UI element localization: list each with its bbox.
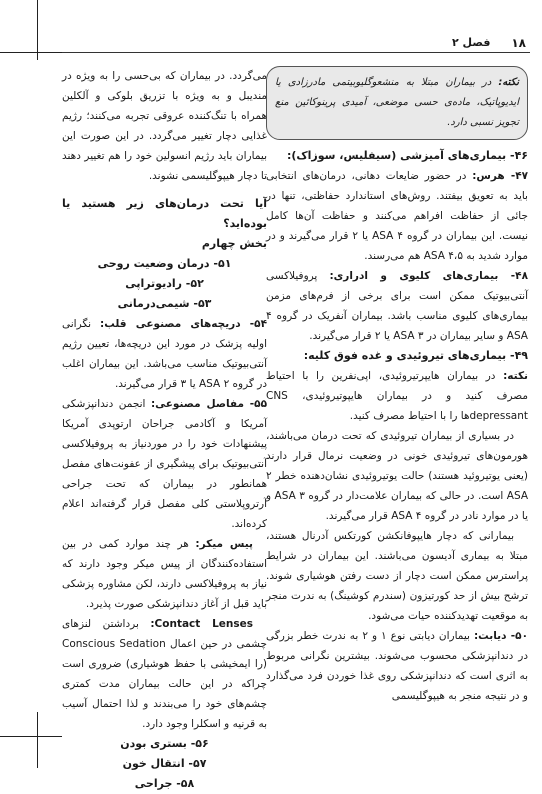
section-49-paragraph-2: در بسیاری از بیماران تیروئیدی که تحت درمان می‌باشند، هورمون‌های تیروئیدی خونی در وضعیت نرمال قرار دارند (یعنی یوتیروئید هستند) حالت یوتیروئیدی نشان‌دهنده خطر ۲ ASA است. در حالی که بیماران علامت‌دار در گروه ASA ۳ و یا در موارد نادر در گروه ۴ ASA قرار می‌گیرند. xyxy=(266,430,529,522)
section-49-note-label: نکته: xyxy=(503,370,528,382)
crop-mark-bottom-horizontal xyxy=(0,736,62,737)
section-48-text: پروفیلاکسی آنتی‌بیوتیک ممکن است برای برخی از فرم‌های مزمن بیماری‌های کلیوی مناسب باشد. بیماران آنفریک در گروه ۴ ASA و سایر بیماران در ASA ۳ یا ۲ قرار می‌گیرند. xyxy=(266,270,528,342)
section-47-title: ۴۷- هرس: xyxy=(472,170,529,182)
note-label: نکته: xyxy=(498,77,519,88)
section-54-text: نگرانی اولیه پزشک در مورد این دریچه‌ها، تعیین رژیم آنتی‌بیوتیک مناسب می‌باشد. این بیماران اغلب در گروه ۲ ASA یا ۳ قرار می‌گیرند. xyxy=(62,318,267,390)
chapter-title: فصل ۲ xyxy=(452,36,491,49)
section-54-title: ۵۴- دریچه‌های مصنوعی قلب: xyxy=(100,318,267,330)
section-55-title: ۵۵- مفاصل مصنوعی: xyxy=(150,398,267,410)
item-52: ۵۲- رادیوتراپی xyxy=(125,277,204,290)
contact-lenses-text: برداشتن لنزهای چشمی در حین اعمال Conscious Sedation (را ایمخیشی با حفظ هوشیاری) ضروری است چراکه در این حالت بیماران مدت کمتری چشم‌های خود را می‌بندند و لذا احتمال آسیب به قرنیه و اسکلرا وجود دارد. xyxy=(62,618,267,730)
question-heading: آیا تحت درمان‌های زیر هستید یا بوده‌اید؟ xyxy=(62,197,267,230)
crop-mark-top-vertical xyxy=(37,0,38,60)
note-box xyxy=(266,66,528,140)
section-48-title: ۴۸- بیماری‌های کلیوی و ادراری: xyxy=(329,270,528,282)
section-46-title: ۴۶- بیماری‌های آمیزشی (سیفلیس، سوزاک): xyxy=(286,149,528,162)
section-49-title: ۴۹- بیماری‌های تیروئیدی و غده فوق کلیه: xyxy=(303,349,528,362)
crop-mark-top-horizontal xyxy=(0,52,62,53)
header-rule xyxy=(62,52,530,53)
note-text: در بیماران مبتلا به منشعوگلیوبیتمی مادرزادی یا ایدیوپاتیک، ماده‌ی حسی موضعی، آمیدی پرینوکائین منع تجویز نسبی دارد. xyxy=(275,77,519,128)
item-53: ۵۳- شیمی‌درمانی xyxy=(117,297,212,310)
section-50-text: بیماران دیابتی نوع ۱ و ۲ به ندرت خطر بزرگی در دندانپزشکی محسوب می‌شوند. بیشترین نگرانی مربوط به اثری است که دندانپزشکی روی غذا خوردن فرد می‌گذارد و در نتیجه منجر به هیپوگلیسمی xyxy=(266,630,528,702)
contact-lenses-title: Contact Lenses: xyxy=(150,618,253,630)
right-column xyxy=(266,66,528,706)
section-47-text: در حضور ضایعات دهانی، درمان‌های انتخابی باید به تعویق بیفتند. روش‌های استاندارد حفاظتی، تنها در جائی از حفاظت افراهم می‌کنند و حفاظت آن‌ها کامل نیست. این بیماران در گروه ۴ ASA یا ۲ قرار می‌گیرند و در موارد شدید به ASA ۴،۵ هم می‌رسند. xyxy=(266,170,529,262)
continued-paragraph: می‌گردد. در بیماران که بی‌حسی را به ویژه در مندیبل و به ویژه با تزریق بلوکی و آلکلین همراه با تنگ‌کننده عروقی تجربه می‌کنند؛ رژیم غذایی دچار تغییر می‌گردد. در این صورت این بیماران باید رژیم انسولین خود را هم تغییر دهند تا دچار هیپوگلیسمی نشوند. xyxy=(62,70,267,182)
item-56: ۵۶- بستری بودن xyxy=(120,737,209,750)
item-58: ۵۸- جراحی xyxy=(134,777,195,790)
item-51: ۵۱- درمان وضعیت روحی xyxy=(97,257,232,270)
left-column xyxy=(62,66,267,794)
part-heading: بخش چهارم xyxy=(201,237,267,250)
section-50-title: ۵۰- دیابت: xyxy=(473,630,528,642)
section-49-note-text: در بیماران هایپرتیروئیدی، اپی‌نفرین را با احتیاط مصرف کنید و در بیماران هایپوتیروئیدی، CNS depressant‌ها را با احتیاط مصرف کنید. xyxy=(266,370,528,422)
section-55-text: انجمن دندانپزشکی آمریکا و آکادمی جراحان ارتوپدی آمریکا پیشنهادات خود را در موردنیاز به پروفیلاکسی آنتی‌بیوتیک برای پیشگیری از عفونت‌های مفصل همانطور در بیماران که تحت جراحی آرتروپلاستی کلی مفصل قرار گرفته‌اند اعلام کرده‌اند. xyxy=(62,398,267,530)
pacemaker-title: پیس میکر: xyxy=(195,538,253,550)
section-49-paragraph-3: بیمارانی که دچار هایپوفانکشن کورتکس آدرنال هستند، مبتلا به بیماری آدیسون می‌باشند. این بیماران در شرایط پراسترس ممکن است دچار از دست رفتن هوشیاری شوند. ترشح بیش از حد کورتیزون (سندرم کوشینگ) به ندرت منجر به موقعیت تهدیدکننده حیات می‌شود. xyxy=(266,530,528,622)
page-number: ۱۸ xyxy=(511,36,526,50)
crop-mark-bottom-vertical xyxy=(37,712,38,768)
pacemaker-text: هر چند موارد کمی در بین استفاده‌کنندگان از پیس میکر وجود دارند که نیاز به پروفیلاکسی دارند، لکن مشاوره پزشکی باید قبل از آغاز دندانپزشکی صورت پذیرد. xyxy=(62,538,267,610)
item-57: ۵۷- انتقال خون xyxy=(122,757,207,770)
